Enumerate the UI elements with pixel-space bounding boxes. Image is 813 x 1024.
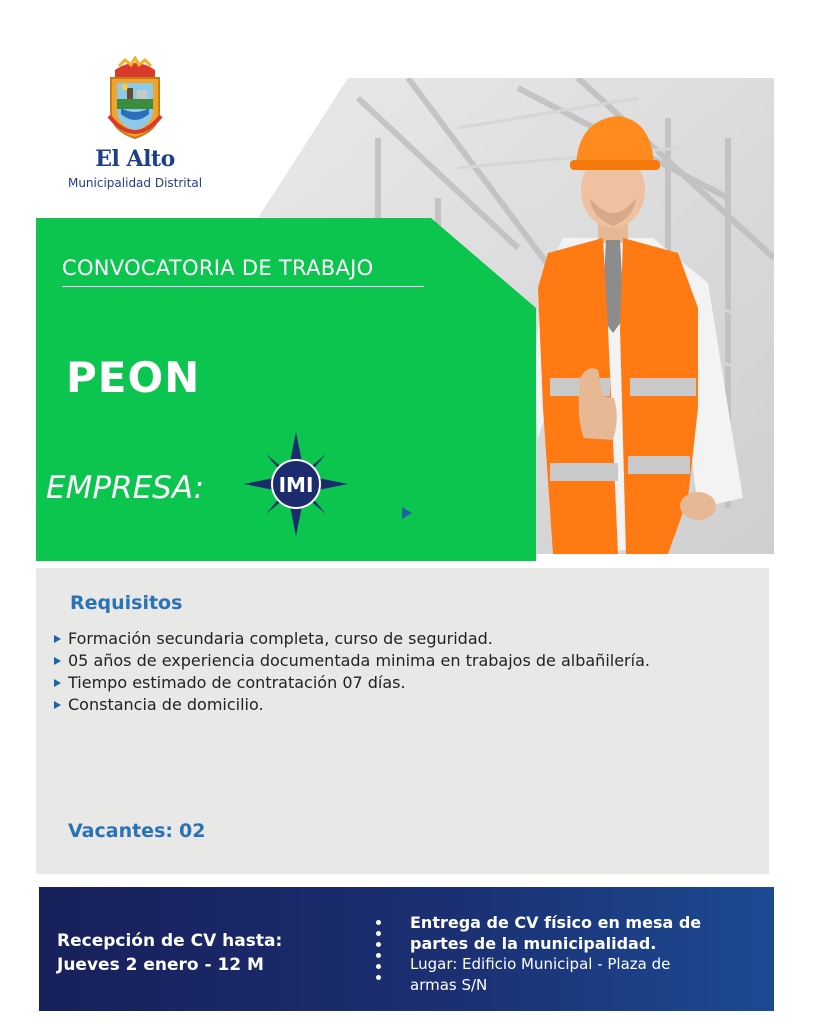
- vacancies-label: Vacantes:: [68, 820, 173, 842]
- announcement-heading: CONVOCATORIA DE TRABAJO: [62, 256, 374, 280]
- municipal-crest-icon: [105, 56, 165, 142]
- requirements-title: Requisitos: [70, 592, 183, 614]
- deadline-label: Recepción de CV hasta:: [57, 931, 283, 951]
- list-item: [54, 672, 650, 694]
- bullet-triangle-icon: [54, 701, 61, 709]
- dot-divider-icon: [375, 920, 383, 982]
- vacancies-value: 02: [178, 820, 206, 842]
- bullet-triangle-icon: [54, 679, 61, 687]
- requirements-list: [54, 628, 650, 716]
- heading-underline: [62, 286, 424, 287]
- play-triangle-icon: [402, 507, 412, 519]
- delivery-line: partes de la municipalidad.: [410, 934, 657, 953]
- requirement-text: 05 años de experiencia documentada minima en trabajos de albañilería.: [68, 651, 650, 670]
- municipality-logo: [60, 56, 210, 196]
- company-logo-text: IMI: [278, 473, 314, 497]
- footer-banner: [39, 887, 774, 1011]
- announcement-panel: [36, 218, 536, 561]
- cv-deadline: [57, 929, 282, 977]
- compass-star-icon: [244, 432, 348, 536]
- list-item: [54, 694, 650, 716]
- delivery-line: Entrega de CV físico en mesa de: [410, 913, 702, 932]
- bullet-triangle-icon: [54, 657, 61, 665]
- requirements-panel: [36, 568, 769, 874]
- requirement-text: Formación secundaria completa, curso de seguridad.: [68, 629, 493, 648]
- location-line: armas S/N: [410, 976, 488, 994]
- bullet-triangle-icon: [54, 635, 61, 643]
- logo-title: El Alto: [95, 146, 175, 172]
- company-label: EMPRESA:: [46, 470, 205, 506]
- requirement-text: Constancia de domicilio.: [68, 695, 264, 714]
- job-title: PEON: [66, 353, 201, 402]
- delivery-info: [410, 912, 750, 996]
- deadline-date: Jueves 2 enero - 12 M: [57, 955, 264, 975]
- vacancies: [68, 820, 205, 842]
- list-item: [54, 628, 650, 650]
- logo-subtitle: Municipalidad Distrital: [67, 176, 203, 190]
- location-line: Lugar: Edificio Municipal - Plaza de: [410, 955, 671, 973]
- requirement-text: Tiempo estimado de contratación 07 días.: [68, 673, 406, 692]
- list-item: [54, 650, 650, 672]
